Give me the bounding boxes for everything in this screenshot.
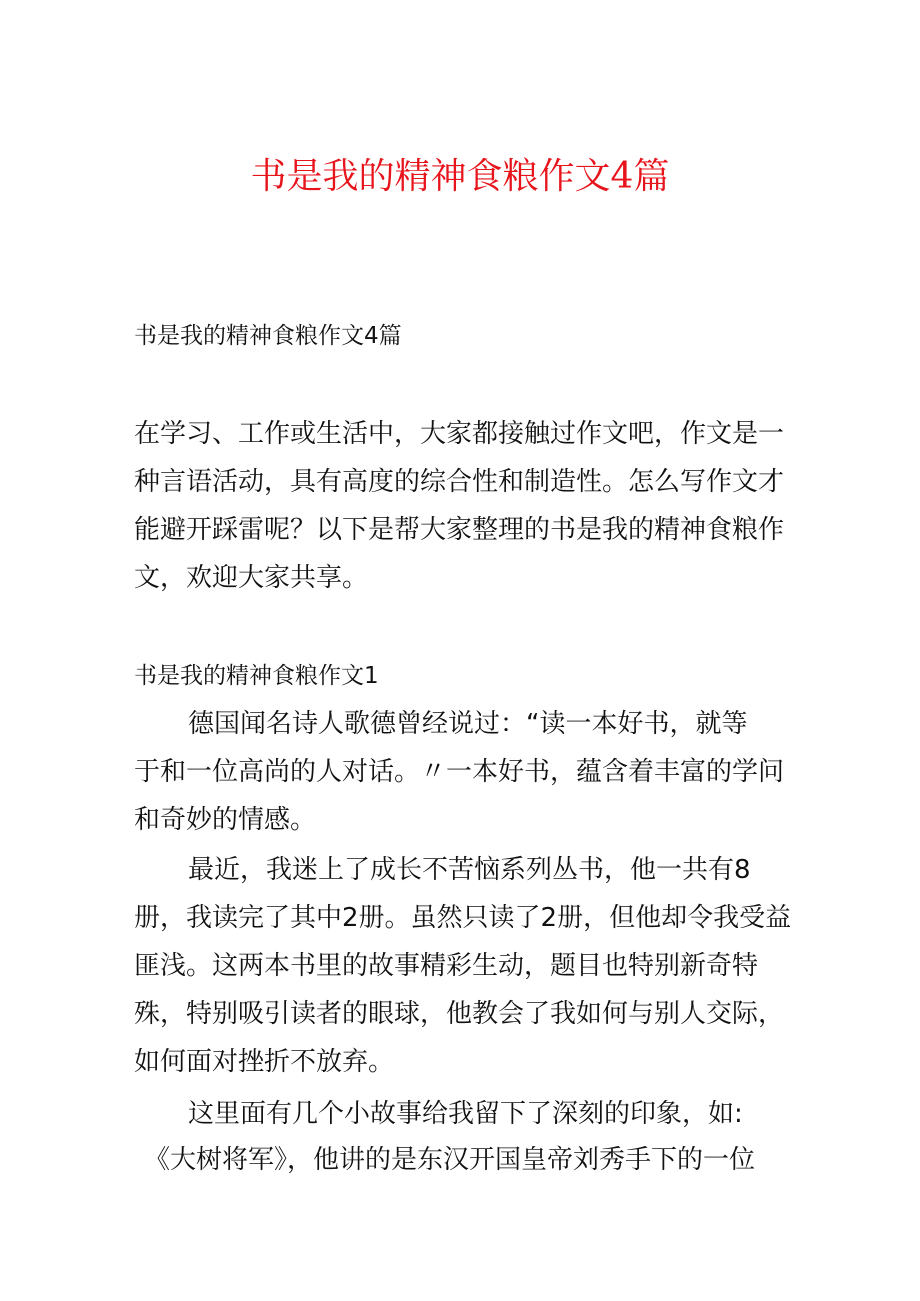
- intro-line: 能避开踩雷呢？以下是帮大家整理的书是我的精神食粮作: [134, 515, 785, 545]
- section-heading: 书是我的精神食粮作文1: [134, 663, 379, 689]
- paragraph-line: 于和一位高尚的人对话。〃一本好书，蕴含着丰富的学问: [134, 757, 785, 787]
- intro-line: 文，欢迎大家共享。: [134, 563, 369, 593]
- intro-line: 种言语活动，具有高度的综合性和制造性。怎么写作文才: [134, 467, 785, 497]
- paragraph-line: 匪浅。这两本书里的故事精彩生动，题目也特别新奇特: [134, 951, 759, 981]
- intro-line: 在学习、工作或生活中，大家都接触过作文吧，作文是一: [134, 419, 785, 449]
- paragraph-line: 殊，特别吸引读者的眼球，他教会了我如何与别人交际，: [134, 999, 785, 1029]
- document-title: 书是我的精神食粮作文4篇: [250, 156, 670, 197]
- document-subtitle: 书是我的精神食粮作文4篇: [134, 323, 402, 349]
- paragraph-line: 《大树将军》，他讲的是东汉开国皇帝刘秀手下的一位: [144, 1145, 756, 1175]
- paragraph-line: 德国闻名诗人歌德曾经说过：“读一本好书，就等: [188, 709, 748, 739]
- paragraph-line: 最近，我迷上了成长不苦恼系列丛书，他一共有8: [188, 855, 751, 885]
- paragraph-line: 如何面对挫折不放弃。: [134, 1047, 395, 1077]
- paragraph-line: 这里面有几个小故事给我留下了深刻的印象，如:: [188, 1099, 743, 1129]
- paragraph-line: 和奇妙的情感。: [134, 805, 317, 835]
- paragraph-line: 册，我读完了其中2册。虽然只读了2册，但他却令我受益: [134, 903, 792, 933]
